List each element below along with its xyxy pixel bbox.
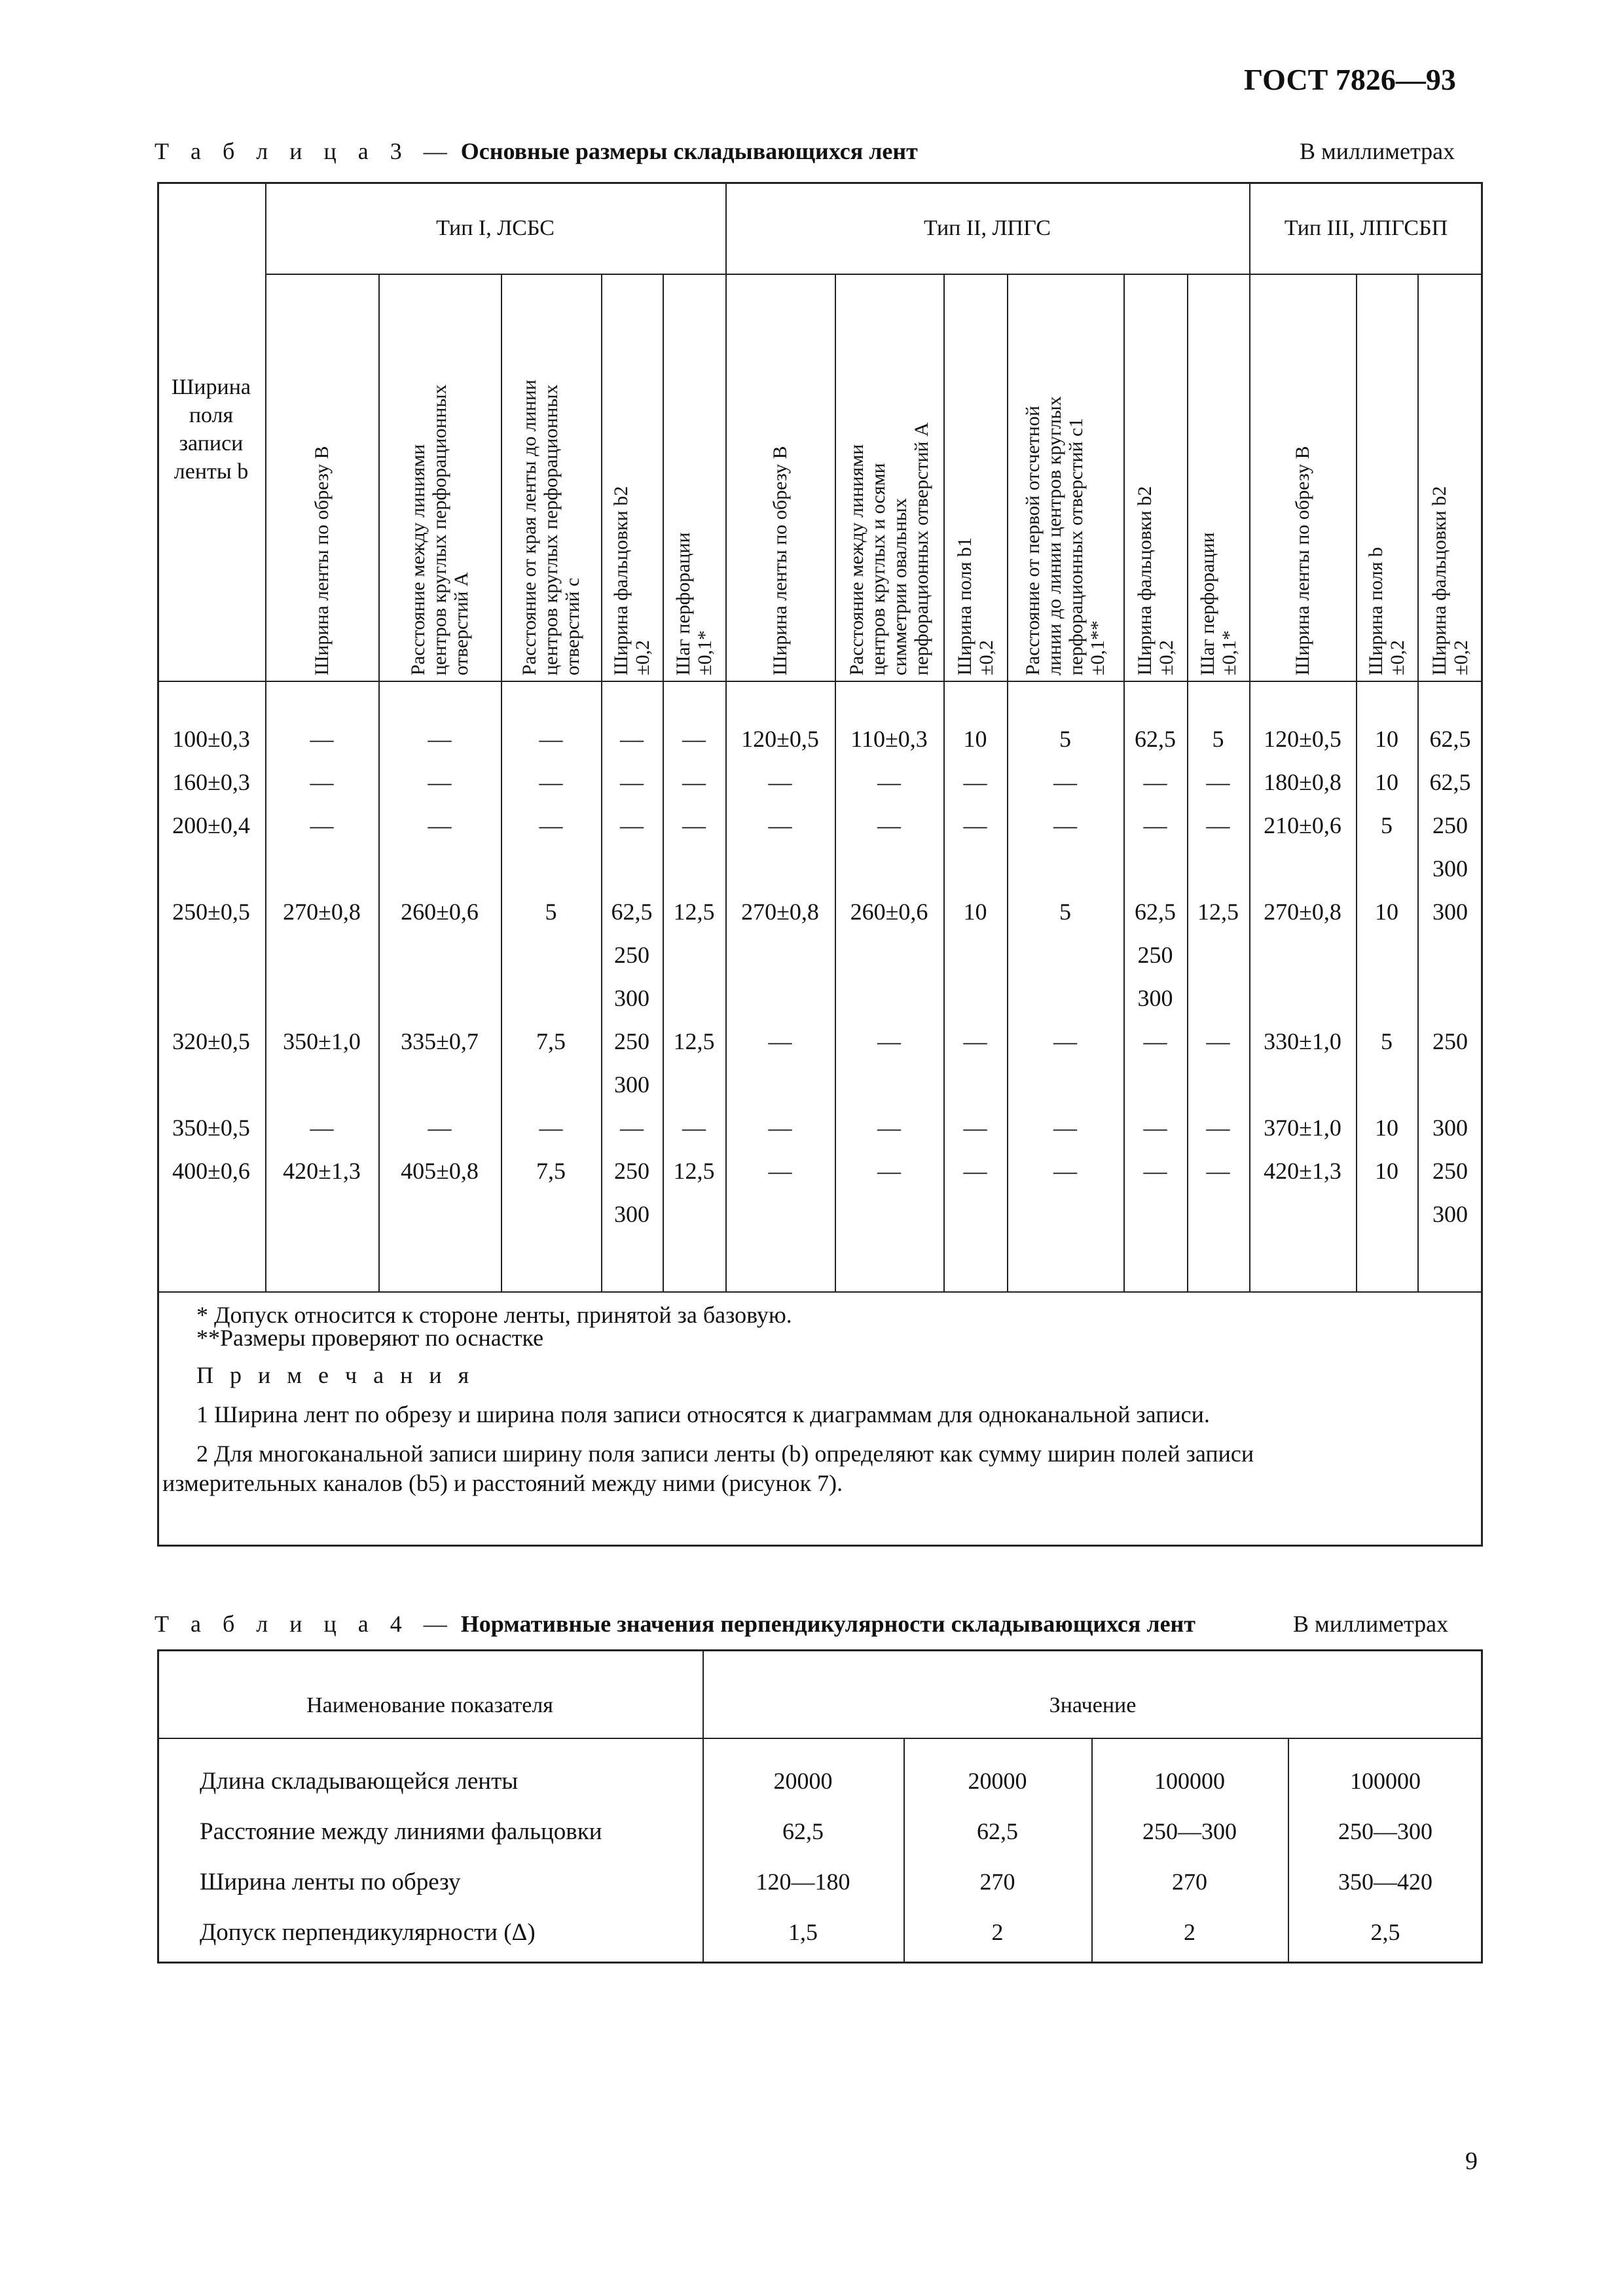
table3-cell: — (682, 1115, 706, 1141)
table3-footnote: измерительных каналов (b5) и расстояний между ними (рисунок 7). (162, 1470, 843, 1496)
table3-column-header: Ширина фальцовки b2 ±0,2 (610, 486, 653, 675)
table3-cell: 270±0,8 (1264, 899, 1341, 925)
table3-units: В миллиметрах (1300, 138, 1455, 164)
table3-cell: 12,5 (1197, 899, 1239, 925)
table3-column-header: Расстояние между линиями центров круглых перфорационных отверстий A (407, 384, 472, 675)
table3-row-label: 400±0,6 (172, 1158, 250, 1184)
table3-cell: — (620, 726, 644, 752)
table3-cell: 250 (1137, 942, 1173, 968)
table3-cell: 10 (963, 726, 987, 752)
table3-footnote: 2 Для многоканальной записи ширину поля записи ленты (b) определяют как сумму ширин полей записи (196, 1441, 1254, 1467)
table3-cell: 10 (1375, 899, 1398, 925)
table3-cell: 300 (614, 1071, 649, 1098)
table3-cell: 300 (1432, 1115, 1468, 1141)
table3-cell: — (539, 812, 563, 838)
table3-footnote: 1 Ширина лент по обрезу и ширина поля записи относятся к диаграммам для одноканальной записи. (196, 1401, 1210, 1427)
table3-cell: — (963, 812, 987, 838)
table3-cell: — (620, 1115, 644, 1141)
table3-cell: — (963, 1115, 987, 1141)
table3-cell: 250 (614, 942, 649, 968)
table3-column-header: Расстояние от первой отсчетной линии до линии центров круглых перфорационных отверстий c1 ±0,1** (1022, 396, 1108, 675)
table3-cell: — (877, 812, 901, 838)
table3-cell: 300 (1432, 1201, 1468, 1227)
table3-cell: — (1206, 1115, 1230, 1141)
table3-column-header: Ширина ленты по обрезу B (1292, 446, 1313, 675)
table3-cell: — (1053, 1158, 1077, 1184)
table3-cell: 250 (1432, 1158, 1468, 1184)
table3-cell: — (1053, 769, 1077, 795)
table3-cell: 62,5 (611, 899, 653, 925)
table3-column-header: Шаг перфорации ±0,1* (1196, 532, 1240, 675)
table3-row-label: 100±0,3 (172, 726, 250, 752)
table3-cell: 300 (1432, 855, 1468, 882)
table3-cell: — (963, 769, 987, 795)
table4-row-label: Допуск перпендикулярности (Δ) (200, 1919, 536, 1946)
table3-column-header: Ширина ленты по обрезу B (769, 446, 791, 675)
table3-column-header: Ширина поля b ±0,2 (1365, 547, 1408, 675)
table3-cell: — (620, 812, 644, 838)
table3-cell: — (877, 1028, 901, 1054)
table3-caption (155, 137, 918, 165)
table3-footnote: П р и м е ч а н и я (196, 1362, 475, 1388)
table3-cell: — (1206, 769, 1230, 795)
table3-cell: 10 (1375, 1158, 1398, 1184)
table3-cell: 370±1,0 (1264, 1115, 1341, 1141)
table3-column-header: Расстояние от края ленты до линии центров круглых перфорационных отверстий c (519, 380, 583, 675)
table3-cell: — (310, 812, 334, 838)
table3-cell: 250 (1432, 1028, 1468, 1054)
table4-cell: 2 (1184, 1919, 1195, 1945)
table3-cell: 270±0,8 (283, 899, 361, 925)
table4-cell: 350—420 (1338, 1869, 1432, 1895)
table3-row-label: 350±0,5 (172, 1115, 250, 1141)
table3-caption-prefix: Т а б л и ц а 3 — (155, 138, 455, 164)
table3-cell: — (539, 1115, 563, 1141)
table3-cell: 180±0,8 (1264, 769, 1341, 795)
table3-cell: — (768, 1158, 792, 1184)
table3-row-label: 160±0,3 (172, 769, 250, 795)
table3-cell: 250 (614, 1158, 649, 1184)
table3-cell: — (1143, 1028, 1167, 1054)
table3-cell: 5 (545, 899, 557, 925)
table3-column-header: Ширина поля b1 ±0,2 (953, 537, 997, 675)
table4-caption-prefix: Т а б л и ц а 4 — (155, 1611, 455, 1637)
table3-cell: — (539, 769, 563, 795)
table3-row-header: Ширина поля записи ленты b (172, 375, 251, 484)
table4-cell: 62,5 (782, 1818, 824, 1844)
table3-cell: 335±0,7 (401, 1028, 479, 1054)
table3-cell: — (682, 726, 706, 752)
table3-cell: 420±1,3 (283, 1158, 361, 1184)
table3-cell: — (1143, 769, 1167, 795)
table3-cell: 120±0,5 (1264, 726, 1341, 752)
table3-cell: — (877, 1158, 901, 1184)
table3-cell: 5 (1381, 1028, 1393, 1054)
table3-cell: — (428, 1115, 452, 1141)
table4-cell: 270 (979, 1869, 1015, 1895)
table3-cell: — (877, 1115, 901, 1141)
table3-cell: 5 (1212, 726, 1224, 752)
table3-cell: 62,5 (1429, 769, 1471, 795)
table3-cell: — (682, 769, 706, 795)
table3-cell: — (1206, 1028, 1230, 1054)
table3-cell: 5 (1059, 899, 1071, 925)
table3-group-rule (265, 274, 1483, 275)
table3-cell: — (963, 1158, 987, 1184)
table3-cell: 10 (1375, 726, 1398, 752)
table3-cell: 12,5 (673, 899, 715, 925)
page-number: 9 (1465, 2147, 1478, 2175)
table3-cell: 12,5 (673, 1028, 715, 1054)
table3-cell: 300 (1432, 899, 1468, 925)
table3-group-header: Тип I, ЛСБС (436, 216, 555, 240)
table3-cell: 5 (1381, 812, 1393, 838)
table4-header-value: Значение (1049, 1693, 1137, 1717)
table3-cell: — (877, 769, 901, 795)
table3-cell: 300 (614, 985, 649, 1011)
table4-cell: 2,5 (1370, 1919, 1400, 1945)
table3-cell: — (768, 812, 792, 838)
table3-cell: 300 (614, 1201, 649, 1227)
table3-cell: — (1206, 812, 1230, 838)
table4-row-label: Расстояние между линиями фальцовки (200, 1818, 602, 1845)
table3-column-header: Ширина фальцовки b2 ±0,2 (1133, 486, 1177, 675)
table3-cell: 7,5 (536, 1158, 566, 1184)
table3-row-label: 200±0,4 (172, 812, 250, 838)
table3-cell: 62,5 (1135, 726, 1176, 752)
table3-cell: — (768, 1115, 792, 1141)
table4-header-rule (157, 1738, 1483, 1739)
table3-cell: 270±0,8 (741, 899, 819, 925)
table3-cell: 260±0,6 (401, 899, 479, 925)
table3-cell: 120±0,5 (741, 726, 819, 752)
table3-cell: 10 (963, 899, 987, 925)
table3-column-header: Шаг перфорации ±0,1* (672, 532, 716, 675)
table3-row-label: 250±0,5 (172, 899, 250, 925)
table3-cell: — (428, 769, 452, 795)
table4-header-name: Наименование показателя (306, 1693, 553, 1717)
table4-units: В миллиметрах (1293, 1611, 1449, 1637)
table3-cell: — (1143, 812, 1167, 838)
table4-row-label: Длина складывающейся ленты (200, 1768, 519, 1795)
table4-caption (155, 1610, 1195, 1638)
table3-column-header: Ширина ленты по обрезу B (311, 446, 333, 675)
table3-row-label: 320±0,5 (172, 1028, 250, 1054)
table3-cell: — (539, 726, 563, 752)
table4-cell: 250—300 (1338, 1818, 1432, 1844)
table3-cell: 350±1,0 (283, 1028, 361, 1054)
table3-group-header: Тип II, ЛПГС (924, 216, 1051, 240)
table3-cell: 250 (1432, 812, 1468, 838)
standard-designation: ГОСТ 7826—93 (1244, 63, 1456, 96)
table3-cell: 405±0,8 (401, 1158, 479, 1184)
table3-cell: — (620, 769, 644, 795)
table4-cell: 250—300 (1142, 1818, 1237, 1844)
table4-cell: 120—180 (756, 1869, 850, 1895)
table3-cell: 10 (1375, 769, 1398, 795)
table3-cell: — (310, 1115, 334, 1141)
table4-cell: 2 (991, 1919, 1004, 1945)
table3-column-header: Ширина фальцовки b2 ±0,2 (1429, 486, 1472, 675)
table3-cell: — (1053, 1115, 1077, 1141)
table3-cell: 330±1,0 (1264, 1028, 1341, 1054)
table3-caption-title: Основные размеры складывающихся лент (460, 138, 918, 164)
table3-cell: 12,5 (673, 1158, 715, 1184)
table3-cell: — (428, 726, 452, 752)
table3-cell: 300 (1137, 985, 1173, 1011)
table4-cell: 270 (1172, 1869, 1207, 1895)
table4-caption-title: Нормативные значения перпендикулярности складывающихся лент (460, 1611, 1195, 1637)
table3-cell: — (963, 1028, 987, 1054)
table3-cell: 260±0,6 (850, 899, 928, 925)
table3-cell: 5 (1059, 726, 1071, 752)
table3-cell: — (310, 769, 334, 795)
table3-footnote: * Допуск относится к стороне ленты, принятой за базовую. (196, 1302, 792, 1328)
table3-cell: — (310, 726, 334, 752)
table3-cell: — (428, 812, 452, 838)
table3-cell: 62,5 (1429, 726, 1471, 752)
table3-body-rule (157, 1291, 1483, 1293)
table3-cell: — (1143, 1158, 1167, 1184)
table4-cell: 20000 (773, 1768, 833, 1794)
table4-cell: 100000 (1154, 1768, 1225, 1794)
table3-cell: — (682, 812, 706, 838)
table3-cell: — (768, 1028, 792, 1054)
table3-cell: 10 (1375, 1115, 1398, 1141)
table4-cell: 62,5 (977, 1818, 1018, 1844)
table3-cell: 7,5 (536, 1028, 566, 1054)
table3-cell: 110±0,3 (850, 726, 928, 752)
table4-cell: 20000 (968, 1768, 1027, 1794)
table3-cell: — (1206, 1158, 1230, 1184)
table4-cell: 100000 (1350, 1768, 1421, 1794)
table3-column-header: Расстояние между линиями центров круглых и осями симметрии овальных перфорационных отверстий A (846, 422, 932, 675)
table3-group-header: Тип III, ЛПГСБП (1284, 216, 1448, 240)
table3-cell: 210±0,6 (1264, 812, 1341, 838)
table3-cell: — (768, 769, 792, 795)
table3-cell: 420±1,3 (1264, 1158, 1341, 1184)
table3-cell: — (1053, 1028, 1077, 1054)
table4-row-label: Ширина ленты по обрезу (200, 1869, 461, 1895)
table3-cell: 250 (614, 1028, 649, 1054)
table4-cell: 1,5 (788, 1919, 818, 1945)
table3-footnote: **Размеры проверяют по оснастке (196, 1325, 544, 1351)
table3-header-rule (157, 681, 1483, 682)
table3-cell: 62,5 (1135, 899, 1176, 925)
table3-cell: — (1143, 1115, 1167, 1141)
table3-cell: — (1053, 812, 1077, 838)
